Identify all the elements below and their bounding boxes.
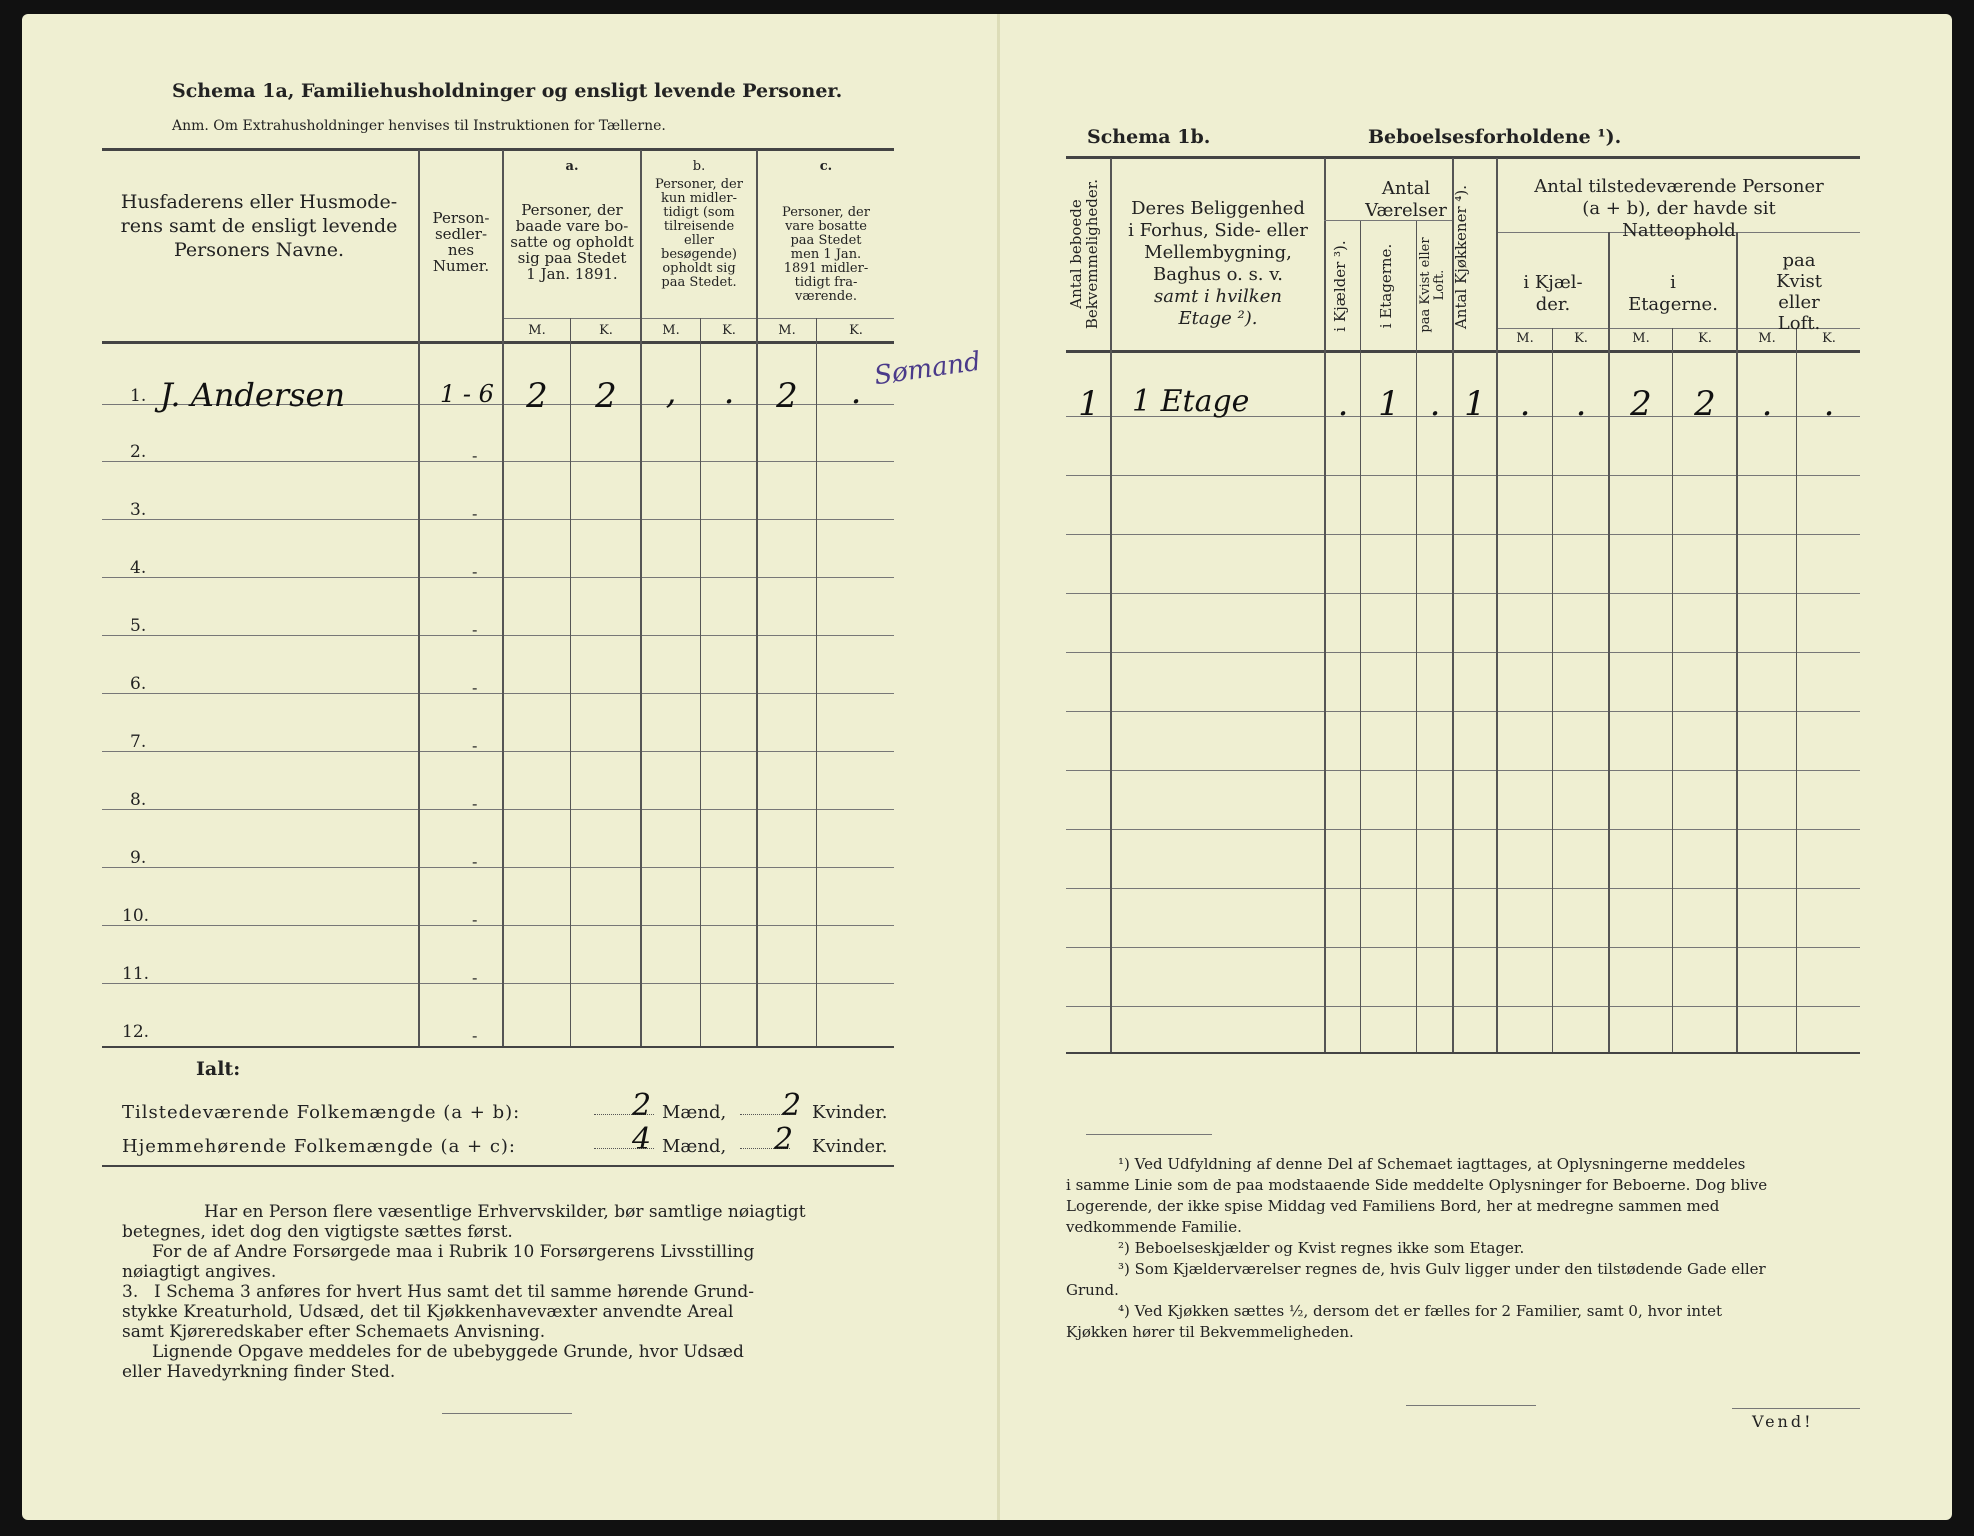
- col-rule: [1360, 220, 1361, 1052]
- footnote-line: vedkommende Familie.: [1066, 1218, 1242, 1236]
- row-number: 12.: [122, 1022, 150, 1042]
- footnote-line: ³) Som Kjælderværelser regnes de, hvis Gulv ligger under den tilstødende Gade eller: [1118, 1260, 1766, 1278]
- col-c-line: tidigt fra-: [794, 275, 858, 290]
- col-a-line: satte og opholdt: [510, 233, 634, 251]
- sub-kvist-line: Loft.: [1777, 313, 1821, 334]
- sub-kvist-line: paa: [1782, 250, 1816, 271]
- page-fold: [997, 14, 1000, 1520]
- col-c-line: 1891 midler-: [783, 261, 869, 276]
- col-vaerelser-header: [1360, 178, 1452, 222]
- schema-1b-title: Schema 1b.: [1087, 126, 1211, 148]
- col-name-line: Personers Navne.: [173, 239, 344, 261]
- row-number: 10.: [122, 906, 150, 926]
- row-rule: [102, 925, 894, 926]
- sub-etagerne-line: i: [1670, 272, 1676, 293]
- col-kjaelder-header: i Kjælder ³).: [1331, 240, 1349, 332]
- instruction-line: I Schema 3 anføres for hvert Hus samt det til samme hørende Grund-: [154, 1282, 754, 1302]
- total-present-female: 2: [782, 1088, 802, 1123]
- instruction-number: 3.: [122, 1282, 139, 1302]
- footnote-line: Kjøkken hører til Bekvemmeligheden.: [1066, 1323, 1354, 1341]
- footnote-line: ¹) Ved Udfyldning af denne Del af Schemaet iagttages, at Oplysningerne meddeles: [1118, 1155, 1746, 1173]
- total-resident-label: Hjemmehørende Folkemængde (a + c):: [122, 1136, 516, 1157]
- instruction-line: nøiagtigt angives.: [122, 1262, 277, 1282]
- row-rule: [1066, 888, 1860, 889]
- sub-kvist-line: eller: [1778, 292, 1820, 313]
- row-rule: [1066, 593, 1860, 594]
- num-dash: -: [472, 794, 478, 813]
- num-dash: -: [472, 504, 478, 523]
- instruction-line: samt Kjøreredskaber efter Schemaets Anvisning.: [122, 1322, 546, 1342]
- row-number: 5.: [130, 616, 147, 636]
- row-number: 2.: [130, 442, 147, 462]
- instruction-line: betegnes, idet dog den vigtigste sættes først.: [122, 1222, 513, 1242]
- row-rule: [1066, 652, 1860, 653]
- vend-label: Vend!: [1752, 1412, 1814, 1431]
- sub-kjaelder-line: der.: [1535, 294, 1571, 315]
- col-b-header: [642, 178, 756, 290]
- col-beliggenhed-line: Mellembygning,: [1144, 242, 1292, 263]
- footnote-line: ⁴) Ved Kjøkken sættes ½, dersom det er fælles for 2 Familier, samt 0, hvor intet: [1118, 1302, 1722, 1320]
- row-rule: [1066, 711, 1860, 712]
- col-b-line: eller: [684, 233, 714, 248]
- maend-label: Mænd,: [662, 1102, 727, 1123]
- totals-bottom-rule: [102, 1165, 894, 1167]
- col-etagerne-header: i Etagerne.: [1377, 243, 1395, 329]
- sub-kvist-header: [1738, 250, 1860, 334]
- col-a-k-label: K.: [599, 323, 613, 338]
- num-dash: -: [472, 910, 478, 929]
- col-persons-line: Natteophold: [1622, 220, 1736, 241]
- instructions-block: [122, 1202, 806, 1382]
- b-female-count: .: [723, 372, 735, 412]
- col-b-line: kun midler-: [660, 191, 738, 206]
- col-b-line: opholdt sig: [662, 261, 736, 276]
- header-bottom-rule: [102, 341, 894, 344]
- kj-m-label: M.: [1516, 331, 1534, 346]
- kj-k-value: .: [1575, 384, 1587, 424]
- col-c-letter: c.: [819, 159, 833, 174]
- row-rule: [102, 693, 894, 694]
- kv-m-value: .: [1761, 384, 1773, 424]
- table-top-rule: [1066, 156, 1860, 159]
- row-rule: [1066, 770, 1860, 771]
- col-number-line: Numer.: [432, 257, 490, 275]
- row-number: 1.: [130, 386, 147, 406]
- kj-m-value: .: [1519, 384, 1531, 424]
- row-rule: [102, 577, 894, 578]
- row-number: 3.: [130, 500, 147, 520]
- kjokken-value: 1: [1464, 384, 1486, 424]
- end-rule: [1406, 1405, 1536, 1406]
- a-male-count: 2: [526, 376, 548, 416]
- row-number: 9.: [130, 848, 147, 868]
- col-vaerelser-line: Antal: [1381, 178, 1431, 199]
- col-b-line: tilreisende: [663, 219, 735, 234]
- total-present-male: 2: [632, 1088, 652, 1123]
- col-b-letter: b.: [692, 159, 706, 174]
- a-female-count: 2: [595, 376, 617, 416]
- row-rule: [102, 809, 894, 810]
- sub-kjaelder-header: [1498, 272, 1608, 316]
- schema-1a-title: Schema 1a, Familiehusholdninger og ensligt levende Personer.: [172, 80, 843, 102]
- col-a-header: [504, 202, 640, 282]
- row-rule: [1066, 1006, 1860, 1007]
- instruction-line: For de af Andre Forsørgede maa i Rubrik 10 Forsørgerens Livsstilling: [152, 1242, 755, 1262]
- col-rule: [502, 150, 504, 1046]
- sub-etagerne-header: [1610, 272, 1736, 316]
- row-number: 8.: [130, 790, 147, 810]
- num-dash: -: [472, 736, 478, 755]
- col-c-line: paa Stedet: [790, 233, 862, 248]
- row-rule: [102, 519, 894, 520]
- col-antal-bekv-line: Antal beboede: [1067, 199, 1085, 309]
- row-rule: [1066, 475, 1860, 476]
- col-rule: [1736, 232, 1738, 1052]
- num-dash: -: [472, 852, 478, 871]
- col-rule: [1672, 328, 1673, 1052]
- col-rule: [700, 318, 701, 1046]
- kv-k-value: .: [1823, 384, 1835, 424]
- col-a-line: sig paa Stedet: [517, 249, 627, 267]
- col-kvist-line: Loft.: [1432, 269, 1447, 301]
- col-c-k-label: K.: [849, 323, 863, 338]
- col-antal-bekv-header: [1068, 164, 1108, 344]
- col-b-line: besøgende): [661, 247, 737, 262]
- instruction-line: Har en Person flere væsentlige Erhvervskilder, bør samtlige nøiagtigt: [204, 1202, 806, 1222]
- col-rule: [1552, 328, 1553, 1052]
- row-rule: [102, 867, 894, 868]
- col-kjokken-header: Antal Kjøkkener ⁴).: [1452, 184, 1470, 330]
- col-persons-header: [1498, 176, 1860, 242]
- num-dash: -: [472, 678, 478, 697]
- col-kvist-header: [1419, 225, 1449, 345]
- col-beliggenhed-line: Baghus o. s. v.: [1152, 264, 1284, 285]
- col-number-line: Person-: [432, 209, 490, 227]
- col-rule: [1416, 220, 1417, 1052]
- et-k-label: K.: [1698, 331, 1712, 346]
- antal-bekv-value: 1: [1078, 384, 1100, 424]
- et-m-value: 2: [1630, 384, 1652, 424]
- col-beliggenhed-line: i Forhus, Side- eller: [1128, 220, 1308, 241]
- col-rule: [816, 318, 817, 1046]
- vend-rule: [1732, 1408, 1860, 1409]
- col-rule: [1796, 328, 1797, 1052]
- census-form-sheet: [22, 14, 1952, 1520]
- row-rule: [102, 461, 894, 462]
- col-c-line: Personer, der: [782, 205, 870, 220]
- row-rule: [102, 635, 894, 636]
- sub-kjaelder-line: i Kjæl-: [1523, 272, 1583, 293]
- col-b-line: tidigt (som: [663, 205, 735, 220]
- footnote-line: i samme Linie som de paa modstaaende Side meddelte Oplysninger for Beboerne. Dog blive: [1066, 1176, 1768, 1194]
- col-b-k-label: K.: [722, 323, 736, 338]
- kj-k-label: K.: [1574, 331, 1588, 346]
- kv-k-label: K.: [1822, 331, 1836, 346]
- etagerne-value: 1: [1378, 384, 1400, 424]
- col-a-line: baade vare bo-: [515, 217, 629, 235]
- footnote-line: ²) Beboelseskjælder og Kvist regnes ikke som Etager.: [1118, 1239, 1525, 1257]
- instruction-line: stykke Kreaturhold, Udsæd, det til Kjøkkenhavevæxter anvendte Areal: [122, 1302, 734, 1322]
- col-b-m-label: M.: [662, 323, 680, 338]
- col-name-header: [104, 190, 414, 262]
- col-number-header: [420, 210, 502, 274]
- table-bottom-rule: [102, 1046, 894, 1048]
- maend-label: Mænd,: [662, 1136, 727, 1157]
- sub-kvist-line: Kvist: [1776, 271, 1822, 292]
- col-c-header: [758, 206, 894, 304]
- row-rule: [102, 983, 894, 984]
- col-b-line: Personer, der: [655, 177, 743, 192]
- col-a-line: 1 Jan. 1891.: [526, 265, 618, 283]
- col-beliggenhed-line: samt i hvilken: [1154, 286, 1282, 307]
- schema-1a-note: Anm. Om Extrahusholdninger henvises til Instruktionen for Tællerne.: [172, 118, 666, 134]
- col-c-line: værende.: [795, 289, 857, 304]
- footnotes-block: [1066, 1154, 1860, 1343]
- sub-etagerne-line: Etagerne.: [1628, 294, 1718, 315]
- footnote-line: Grund.: [1066, 1281, 1119, 1299]
- col-persons-line: Antal tilstedeværende Personer: [1534, 176, 1824, 197]
- col-c-m-label: M.: [778, 323, 796, 338]
- instruction-line: eller Havedyrkning finder Sted.: [122, 1362, 396, 1382]
- col-beliggenhed-header: [1112, 198, 1324, 330]
- col-antal-bekv-line: Bekvemmeligheder.: [1083, 178, 1101, 330]
- kjaelder-value: .: [1337, 384, 1349, 424]
- col-number-line: nes: [447, 241, 475, 259]
- col-rule: [570, 318, 571, 1046]
- total-resident-female: 2: [774, 1122, 794, 1157]
- col-kvist-line: paa Kvist eller: [1418, 237, 1433, 333]
- row-rule: [1066, 947, 1860, 948]
- col-name-line: rens samt de ensligt levende: [120, 215, 398, 237]
- beliggenhed-value: 1 Etage: [1132, 384, 1250, 419]
- num-dash: -: [472, 562, 478, 581]
- row-rule: [102, 751, 894, 752]
- row-number: 7.: [130, 732, 147, 752]
- kvinder-label: Kvinder.: [812, 1136, 888, 1157]
- num-dash: -: [472, 968, 478, 987]
- b-male-count: ,: [665, 372, 677, 412]
- col-c-line: vare bosatte: [785, 219, 867, 234]
- table-bottom-rule: [1066, 1052, 1860, 1054]
- col-a-letter: a.: [565, 159, 579, 174]
- person-number-range: 1 - 6: [440, 380, 494, 408]
- kvist-value: .: [1429, 384, 1441, 424]
- row-number: 4.: [130, 558, 147, 578]
- total-resident-male: 4: [632, 1122, 652, 1157]
- num-dash: -: [472, 1026, 478, 1045]
- end-rule: [442, 1413, 572, 1414]
- footnote-rule: [1086, 1134, 1212, 1135]
- et-m-label: M.: [1632, 331, 1650, 346]
- table-top-rule: [102, 148, 894, 151]
- col-a-line: Personer, der: [521, 201, 623, 219]
- footnote-line: Logerende, der ikke spise Middag ved Familiens Bord, her at medregne sammen med: [1066, 1197, 1720, 1215]
- col-c-line: men 1 Jan.: [790, 247, 862, 262]
- col-name-line: Husfaderens eller Husmode-: [120, 191, 398, 213]
- schema-1b-subtitle: Beboelsesforholdene ¹).: [1368, 126, 1622, 148]
- kv-m-label: M.: [1758, 331, 1776, 346]
- col-persons-line: (a + b), der havde sit: [1582, 198, 1776, 219]
- col-vaerelser-line: Værelser: [1365, 200, 1447, 221]
- total-present-label: Tilstedeværende Folkemængde (a + b):: [122, 1102, 521, 1123]
- row-number: 11.: [122, 964, 150, 984]
- c-male-count: 2: [776, 376, 798, 416]
- header-bottom-rule: [1066, 350, 1860, 353]
- row-number: 6.: [130, 674, 147, 694]
- col-rule: [1324, 158, 1326, 1052]
- col-beliggenhed-line: Etage ²).: [1178, 308, 1258, 329]
- col-a-m-label: M.: [528, 323, 546, 338]
- instruction-line: Lignende Opgave meddeles for de ubebyggede Grunde, hvor Udsæd: [152, 1342, 744, 1362]
- col-number-line: sedler-: [434, 225, 488, 243]
- mk-header-rule: [502, 318, 894, 319]
- kvinder-label: Kvinder.: [812, 1102, 888, 1123]
- row-rule: [1066, 534, 1860, 535]
- col-b-line: paa Stedet.: [661, 275, 737, 290]
- col-rule: [418, 150, 420, 1046]
- col-rule: [1608, 232, 1610, 1052]
- row-rule: [1066, 829, 1860, 830]
- household-name: J. Andersen: [160, 376, 346, 414]
- et-k-value: 2: [1694, 384, 1716, 424]
- col-beliggenhed-line: Deres Beliggenhed: [1131, 198, 1305, 219]
- ialt-label: Ialt:: [196, 1058, 241, 1080]
- c-female-count: .: [850, 372, 862, 412]
- occupation-margin-note: Sømand: [872, 346, 983, 392]
- num-dash: -: [472, 620, 478, 639]
- num-dash: -: [472, 446, 478, 465]
